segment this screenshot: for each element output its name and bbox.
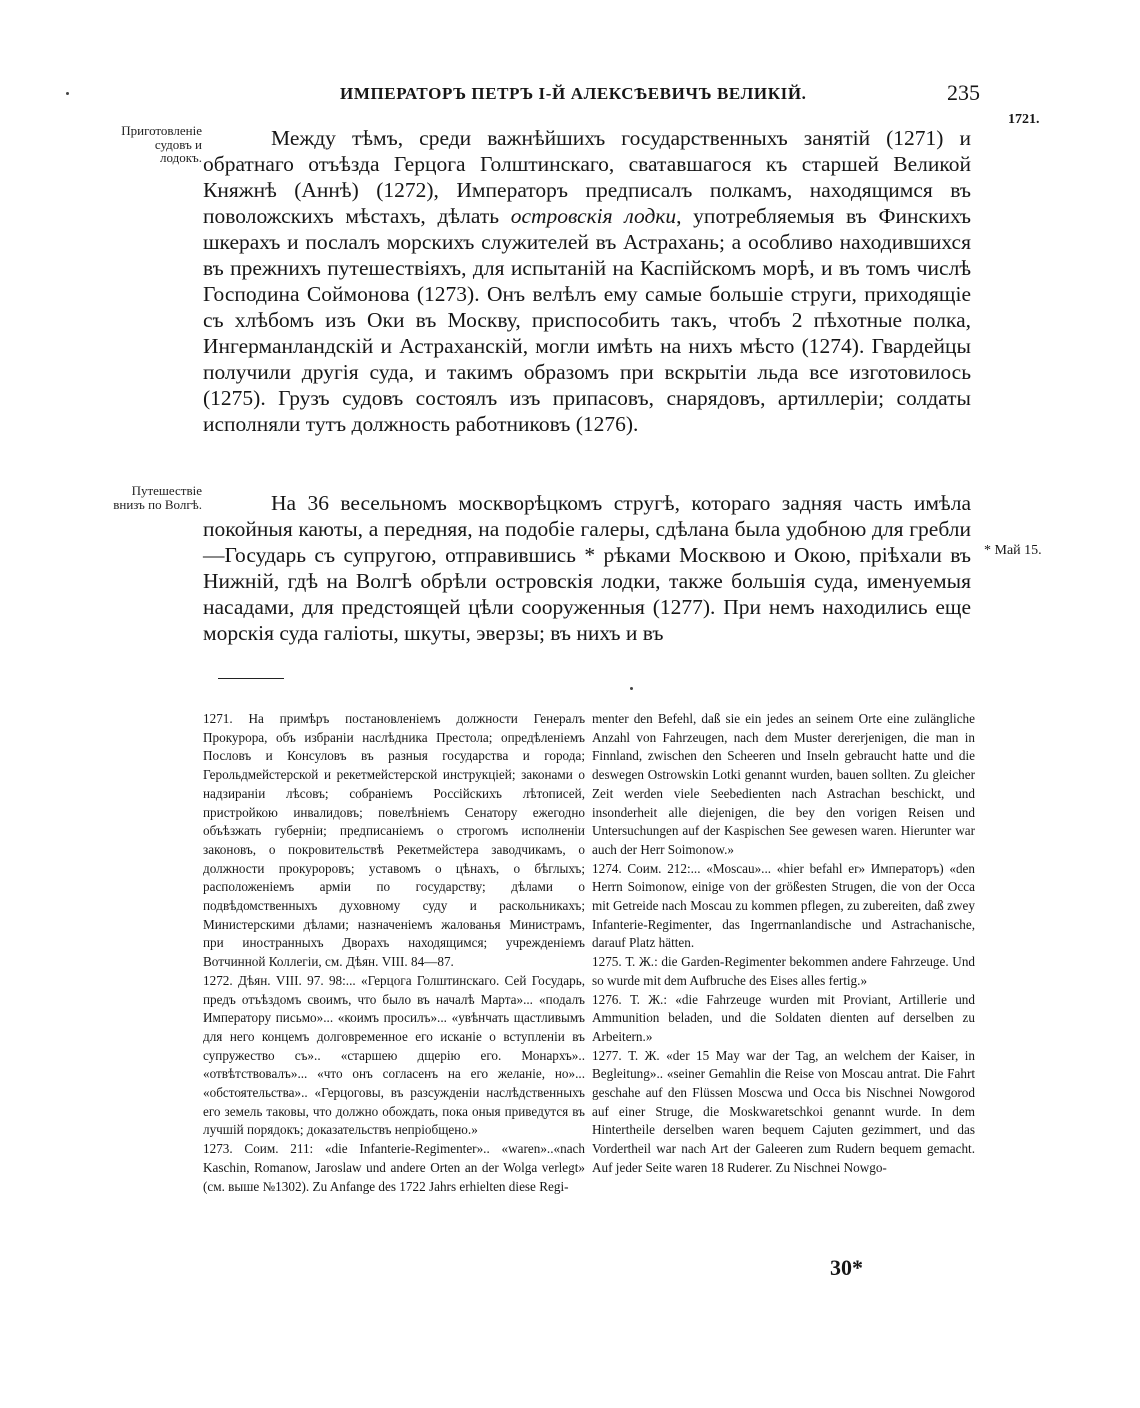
paragraph-1-start: Между тѣмъ, среди важнѣйшихъ государственныхъ занятій (1271) и обратнаго отъѣзда Герцога Голштинскаго, сватавшагося къ старшей Великой Княжнѣ (Аннѣ) (1272), Императоръ предписалъ полкамъ, находящимся въ поволожскихъ мѣстахъ, дѣлать bbox=[203, 126, 971, 228]
footnote-text: Т. Ж.: die Garden-Regimenter bekommen andere Fahrzeuge. Und so wurde mit dem Aufbruche des Eises alles fertig.» bbox=[592, 954, 976, 988]
footnote-text: Т. Ж.: «die Fahrzeuge wurden mit Proviant, Artillerie und Ammunition beladen, und die Soldaten dienten auf derselben zu Arbeitern.» bbox=[592, 991, 975, 1044]
paragraph-1-rest: , употребляемыя въ Финскихъ шкерахъ и послалъ морскихъ служителей въ Астрахань; а особливо находившихся въ прежнихъ путешествіяхъ, для испытаній на Каспійскомъ морѣ, и въ томъ числѣ Господина Соймонова (1273). Онъ велѣлъ ему самые большіе струги, приходящіе съ хлѣбомъ изъ Оки въ Москву, приспособить такъ, чтобъ 2 пѣхотные полка, Ингерманландскій и Астраханскій, могли имѣть на нихъ мѣсто (1274). Гвардейцы получили другія суда, и такимъ образомъ при вскрытіи льда все изготовилось (1275). Грузъ судовъ состоялъ изъ припасовъ, снарядовъ, артиллеріи; солдаты исполняли тутъ должность работниковъ (1276). bbox=[203, 204, 972, 436]
footnote-number: 1272. bbox=[203, 972, 233, 988]
footnote-text: Соим. 211: «die Infanterie-Regimenter».. «waren»..«nach Kaschin, Romanow, Jaroslaw und andere Orten an der Wolga verlegt» (см. выше №1302). Zu Anfange des 1722 Jahrs erhielten diese Regi- bbox=[203, 1141, 585, 1194]
footnotes-right-column bbox=[592, 710, 975, 1178]
footnote-1277 bbox=[592, 1047, 975, 1178]
footnotes-left-column bbox=[203, 710, 585, 1196]
signature-mark: 30* bbox=[830, 1255, 863, 1280]
paragraph-2: На 36 весельномъ москворѣцкомъ стругѣ, котораго задняя часть имѣла покойныя каюты, а передняя, на подобіе галеры, сдѣлана была удобною для гребли—Государь съ супругою, отправившись * рѣками Москвою и Окою, пріѣхали въ Нижній, гдѣ на Волгѣ обрѣли островскія лодки, также большія суда, именуемыя насадами, для предстоящей цѣли сооруженныя (1277). При немъ находились еще морскія суда галіоты, шкуты, эверзы; въ нихъ и въ bbox=[203, 491, 971, 645]
footnote-1275 bbox=[592, 953, 975, 990]
footnote-number: 1271. bbox=[203, 711, 233, 726]
footnote-number: 1275. bbox=[592, 954, 622, 970]
print-speck bbox=[66, 92, 69, 95]
footnote-1273 bbox=[203, 1140, 585, 1196]
footnote-number: 1277. bbox=[592, 1047, 622, 1063]
header-title: ИМПЕРАТОРЪ ПЕТРЪ I-Й АЛЕКСѢЕВИЧЪ ВЕЛИКІЙ. bbox=[340, 84, 807, 103]
footnote-1271 bbox=[203, 710, 585, 972]
footnote-text: Т. Ж. «der 15 May war der Tag, an welchem der Kaiser, in Begleitung».. «seiner Gemahlin die Reise von Moscau antrat. Die Fahrt geschahe auf den Flüssen Moscwa und Occa bis Nischnei Nowgorod auf einer Struge, die Moskwaretschkoi genannt wurde. In dem Hintertheile derselben waren bequem Cajuten gezimmert, und das Vordertheil war nach Art der Galeeren zum Rudern bequem gemacht. Auf jeder Seite waren 18 Ruderer. Zu Nischnei Nowgo- bbox=[592, 1047, 976, 1175]
footnote-number: 1276. bbox=[592, 991, 622, 1007]
paragraph-1-italic: островскія лодки bbox=[510, 204, 677, 228]
margin-note-volga: Путешествіе внизъ по Волгѣ. bbox=[113, 483, 202, 512]
footnote-text: На примѣръ постановленіемъ должности Генералъ Прокурора, объ избраніи наслѣдника Престола; опредѣленіемъ Пословъ и Консуловъ въ разныя государства и города; Герольдмейстерской и рекетмейстерской инструкціей; законами о надзираніи лѣсовъ; собраніемъ Россійскихъ лѣтописей, пристройкою инвалидовъ; повелѣніемъ Сенатору ежегодно объѣзжать губерніи; предписаніемъ о строгомъ исполненіи законовъ, о покровительствѣ Рекетмейстера заводчикамъ, о должности прокуроровъ; уставомъ о цѣнахъ, о бѣглыхъ; расположеніемъ арміи по государству; дѣлами о подвѣдомственныхъ духовному суду и раскольникахъ; Министерскими дѣлами; назначеніемъ жалованья Министрамъ, при иностранныхъ Дворахъ находящимся; учрежденіемъ Вотчинной Коллегіи, см. Дѣян. VIII. 84—87. bbox=[203, 711, 586, 970]
date-note bbox=[984, 543, 1042, 559]
footnote-1274 bbox=[592, 860, 975, 954]
footnote-1276 bbox=[592, 991, 975, 1047]
footnote-rule bbox=[218, 678, 284, 679]
running-header bbox=[340, 80, 980, 112]
margin-note-boats: Приготовленіе судовъ и лодокъ. bbox=[121, 123, 202, 165]
footnote-number: 1273. bbox=[203, 1141, 233, 1157]
paragraph-1 bbox=[203, 125, 971, 437]
footnote-1272 bbox=[203, 972, 585, 1140]
footnote-text: Соим. 212:... «Moscau»... «hier befahl er» Императоръ) «den Herrn Soimonow, einige von der größesten Strugen, die von der Occa mit Getreide nach Moscau zu kommen pflegen, zu zubereiten, daß zwey Infanterie-Regimenter, das Ingerrnanlandische und Astrachanische, darauf Platz hätten. bbox=[592, 860, 975, 951]
page-number: 235 bbox=[947, 80, 980, 105]
year-note: 1721. bbox=[1008, 112, 1040, 127]
footnote-text: Дѣян. VIII. 97. 98:... «Герцога Голштинскаго. Сей Государь, предъ отъѣздомъ своимъ, что было въ началѣ Марта»... «подалъ Императору письмо»... «коимъ просилъ»... «увѣнчать щастливымъ для него концемъ долговременное его исканіе о вступленіи въ супружество съ».. «старшею дщерію его. Монархъ».. «отвѣтствовалъ»... «что онъ согласенъ на его желаніе, но»... «обстоятельства».. «Герцоговы, въ разсужденіи наслѣдственныхъ его земель таковы, что должно обождать, пока оныя приведутся въ лучшій порядокъ; доказательствъ непріобщено.» bbox=[203, 972, 586, 1138]
footnote-number: 1274. bbox=[592, 860, 622, 876]
footnote-text: menter den Befehl, daß sie ein jedes an seinem Orte eine zulängliche Anzahl von Fahrzeugen, nach dem Muster dererjenigen, die man in Finnland, zwischen den Scheeren und Inseln gebraucht hatte und die deswegen Ostrowskin Lotki genannt wurden, bauen sollten. Zu gleicher Zeit werden viele Seebedienten nach Astrachan beschickt, und insonderheit alle diejenigen, die bey den vorigen Reisen und Untersuchungen auf der Kaspischen See gewesen waren. Hierunter war auch der Herr Soimonow.» bbox=[592, 711, 975, 857]
footnote-1273-continued bbox=[592, 710, 975, 860]
print-speck bbox=[630, 687, 633, 690]
asterisk-mark: * bbox=[984, 543, 995, 558]
date-note-text: Май 15. bbox=[994, 543, 1042, 558]
